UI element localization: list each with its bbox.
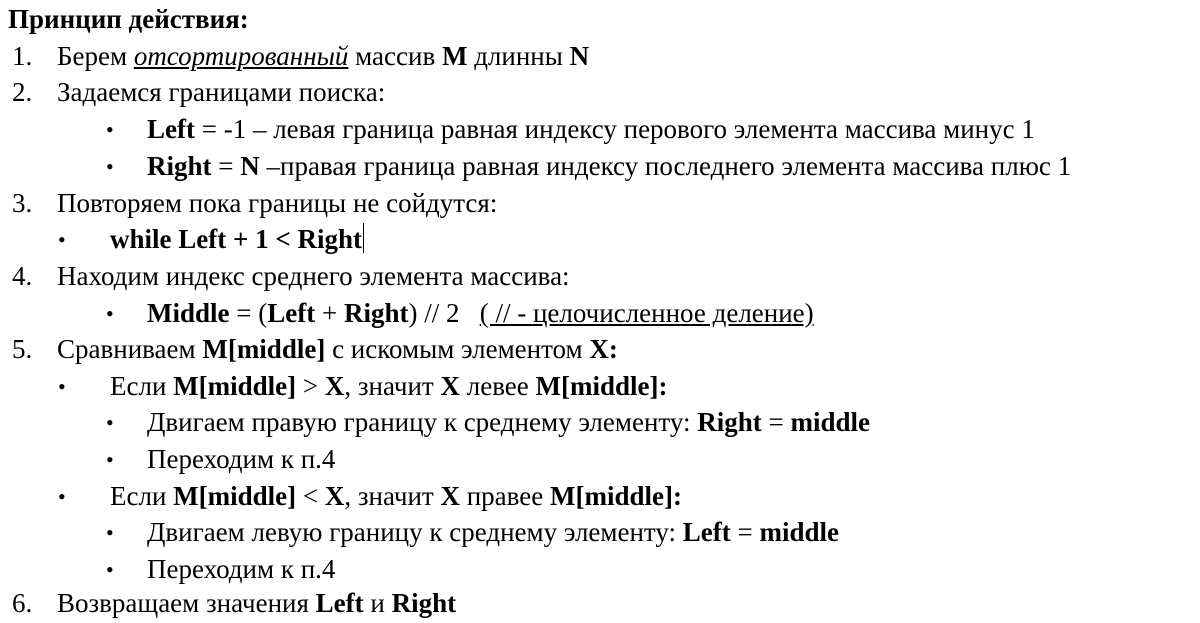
bold-text: Right <box>697 407 762 437</box>
text-run: Сравниваем <box>57 334 203 364</box>
bullet-text <box>147 404 870 441</box>
step-text <box>57 331 618 368</box>
text-run: с искомым элементом <box>325 334 590 364</box>
bullet-icon: • <box>106 154 114 179</box>
text-run: + <box>315 298 344 328</box>
bold-text: Right <box>391 588 457 618</box>
bullet-icon: • <box>106 301 114 326</box>
bullet-text <box>147 111 1035 148</box>
step-text: Находим индекс среднего элемента массива: <box>57 261 570 291</box>
step-number: 2. <box>12 77 33 107</box>
bullet-icon: • <box>58 484 66 509</box>
bold-text: X <box>440 481 460 511</box>
bold-text: M[middle] <box>173 481 297 511</box>
bold-text: M[middle]: <box>549 481 682 511</box>
bold-text: M[middle]: <box>535 371 668 401</box>
text-run: = <box>730 517 760 547</box>
step-number: 3. <box>12 188 33 218</box>
text-run: = ( <box>229 298 268 328</box>
text-run: Двигаем левую границу к среднему элементу: <box>147 517 683 547</box>
heading-text: Принцип действия: <box>8 4 249 34</box>
step-number: 6. <box>12 588 33 618</box>
bullet-text: Переходим к п.4 <box>147 444 336 474</box>
emphasis-text: отсортированный <box>133 41 349 71</box>
bold-text: Left <box>147 114 195 144</box>
text-cursor <box>363 223 364 253</box>
text-run: –правая граница равная индексу последнего элемента массива плюс 1 <box>259 151 1072 181</box>
step-text <box>57 38 589 75</box>
bullet-icon: • <box>58 227 66 252</box>
text-run: Возвращаем значения <box>57 588 316 618</box>
text-run: < <box>296 481 325 511</box>
bold-text: M <box>441 41 468 71</box>
bold-text: Left <box>267 298 316 328</box>
step-number: 5. <box>12 334 33 364</box>
step-number: 4. <box>12 261 33 291</box>
bold-text: X <box>324 481 345 511</box>
text-run: левее <box>459 371 536 401</box>
bullet-text <box>110 478 682 515</box>
bullet-text <box>147 514 839 551</box>
text-run: Двигаем правую границу к среднему элементу: <box>147 407 698 437</box>
step-number: 1. <box>12 41 33 71</box>
bullet-text: Переходим к п.4 <box>147 554 336 584</box>
text-run: Берем <box>57 41 134 71</box>
text-run: = <box>761 407 791 437</box>
step-text: Повторяем пока границы не сойдутся: <box>57 188 498 218</box>
bullet-icon: • <box>106 520 114 545</box>
bold-text: middle <box>790 407 870 437</box>
text-run: = <box>211 151 241 181</box>
bold-text: Middle <box>147 298 230 328</box>
bullet-icon: • <box>106 410 114 435</box>
bullet-icon: • <box>106 557 114 582</box>
text-run: , значит <box>344 481 441 511</box>
bullet-icon: • <box>106 117 114 142</box>
step-text: Задаемся границами поиска: <box>57 77 386 107</box>
bold-text: N <box>569 41 590 71</box>
bold-text: while Left + 1 < Right <box>110 224 363 254</box>
bullet-icon: • <box>58 374 66 399</box>
text-run: , значит <box>344 371 441 401</box>
text-run: ) // 2 <box>408 298 480 328</box>
bullet-icon: • <box>106 447 114 472</box>
bold-text: Left <box>315 588 364 618</box>
bold-text: Right <box>147 151 212 181</box>
bullet-text <box>110 221 364 258</box>
bullet-text <box>110 368 667 405</box>
bullet-text <box>147 295 814 332</box>
bold-text: N <box>240 151 260 181</box>
bold-text: Right <box>343 298 409 328</box>
bold-text: middle <box>759 517 839 547</box>
text-run: > <box>296 371 325 401</box>
step-text <box>57 585 456 622</box>
bullet-text <box>147 148 1071 185</box>
heading <box>8 1 249 38</box>
text-run: = -1 – левая граница равная индексу перового элемента массива минус 1 <box>194 114 1035 144</box>
text-run: и <box>363 588 392 618</box>
text-run: массив <box>348 41 442 71</box>
text-run: длинны <box>467 41 570 71</box>
bold-text: X <box>440 371 460 401</box>
bold-text: Left <box>682 517 731 547</box>
text-run: Если <box>110 371 174 401</box>
underlined-note: ( // - целочисленное деление) <box>479 298 814 328</box>
bold-text: X: <box>589 334 618 364</box>
text-run: Если <box>110 481 174 511</box>
bold-text: M[middle] <box>202 334 326 364</box>
text-run: правее <box>459 481 550 511</box>
bold-text: M[middle] <box>173 371 297 401</box>
bold-text: X <box>324 371 345 401</box>
